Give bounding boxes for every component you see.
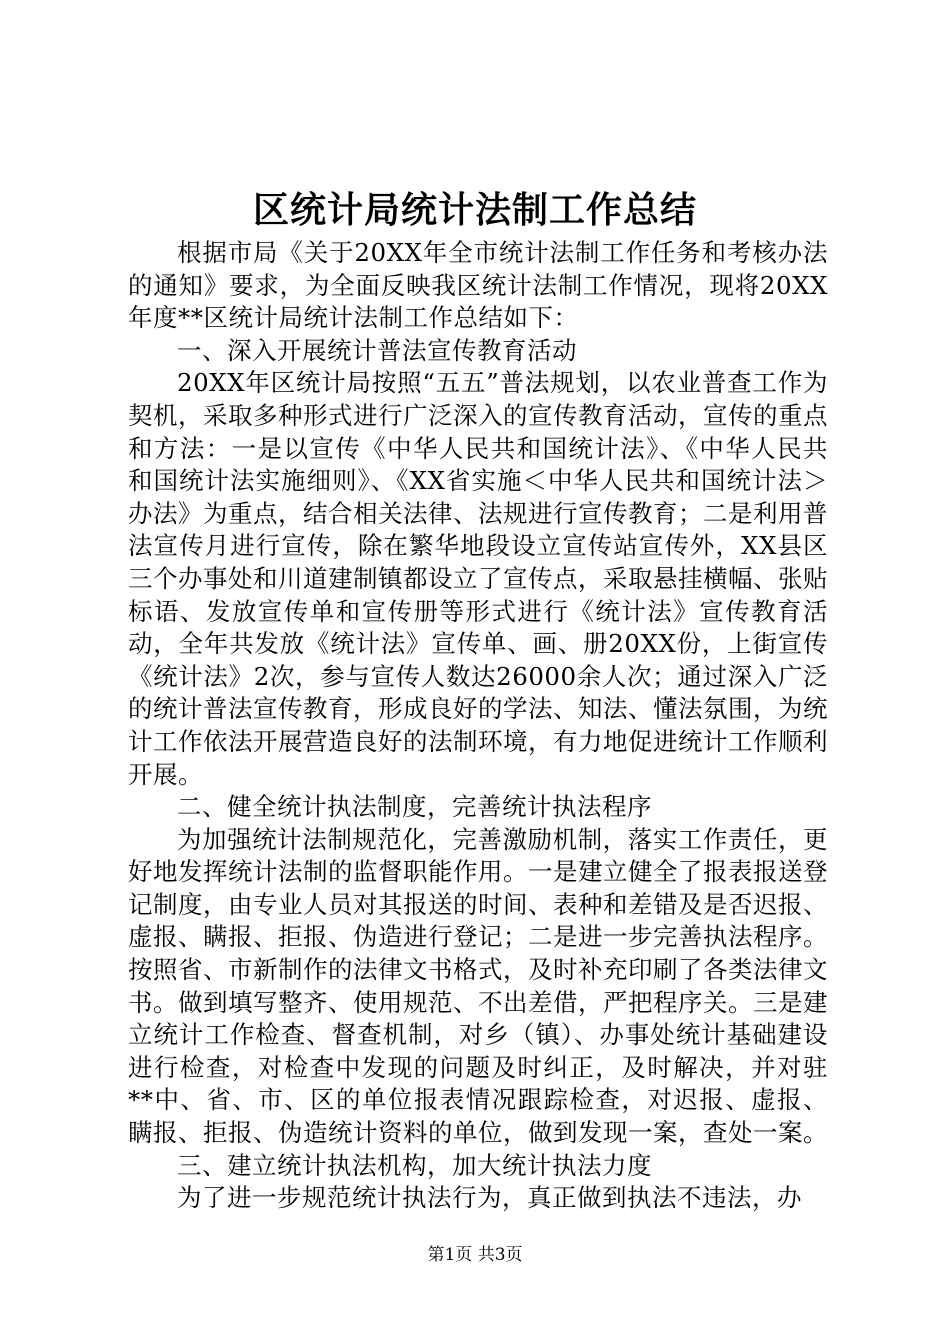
paragraph-section-1: 20XX年区统计局按照“五五”普法规划，以农业普查工作为契机，采取多种形式进行广泛深入的宣传教育活动，宣传的重点和方法：一是以宣传《中华人民共和国统计法》、《中华人民共和国统计法实施细则》、《XX省实施＜中华人民共和国统计法＞办法》为重点，结合相关法律、法规进行宣传教育；二是利用普法宣传月进行宣传，除在繁华地段设立宣传站宣传外，XX县区三个办事处和川道建制镇都设立了宣传点，采取悬挂横幅、张贴标语、发放宣传单和宣传册等形式进行《统计法》宣传教育活动，全年共发放《统计法》宣传单、画、册20XX份，上街宣传《统计法》2次，参与宣传人数达26000余人次；通过深入广泛的统计普法宣传教育，形成良好的学法、知法、懂法氛围，为统计工作依法开展营造良好的法制环境，有力地促进统计工作顺利开展。 — [128, 368, 828, 789]
section-heading-1: 一、深入开展统计普法宣传教育活动 — [177, 335, 577, 365]
section-heading-2: 二、健全统计执法制度，完善统计执法程序 — [177, 792, 652, 822]
paragraph-section-2: 为加强统计法制规范化，完善激励机制，落实工作责任，更好地发挥统计法制的监督职能作用。一是建立健全了报表报送登记制度，由专业人员对其报送的时间、表种和差错及是否迟报、虚报、瞒报、拒报、伪造进行登记；二是进一步完善执法程序。按照省、市新制作的法律文书格式，及时补充印刷了各类法律文书。做到填写整齐、使用规范、不出差借，严把程序关。三是建立统计工作检查、督查机制，对乡（镇）、办事处统计基础建设进行检查，对检查中发现的问题及时纠正，及时解决，并对驻**中、省、市、区的单位报表情况跟踪检查，对迟报、虚报、瞒报、拒报、伪造统计资料的单位，做到发现一案，查处一案。 — [128, 824, 828, 1148]
document-body — [128, 237, 828, 1215]
document-title: 区统计局统计法制工作总结 — [252, 189, 697, 231]
section-heading-3: 三、建立统计执法机构，加大统计执法力度 — [177, 1150, 652, 1180]
paragraph-intro: 根据市局《关于20XX年全市统计法制工作任务和考核办法的通知》要求，为全面反映我区统计法制工作情况，现将20XX年度**区统计局统计法制工作总结如下： — [128, 238, 828, 333]
paragraph-section-3: 为了进一步规范统计执法行为，真正做到执法不违法，办 — [177, 1183, 802, 1213]
page-number-footer: 第1页 共3页 — [427, 1245, 523, 1265]
